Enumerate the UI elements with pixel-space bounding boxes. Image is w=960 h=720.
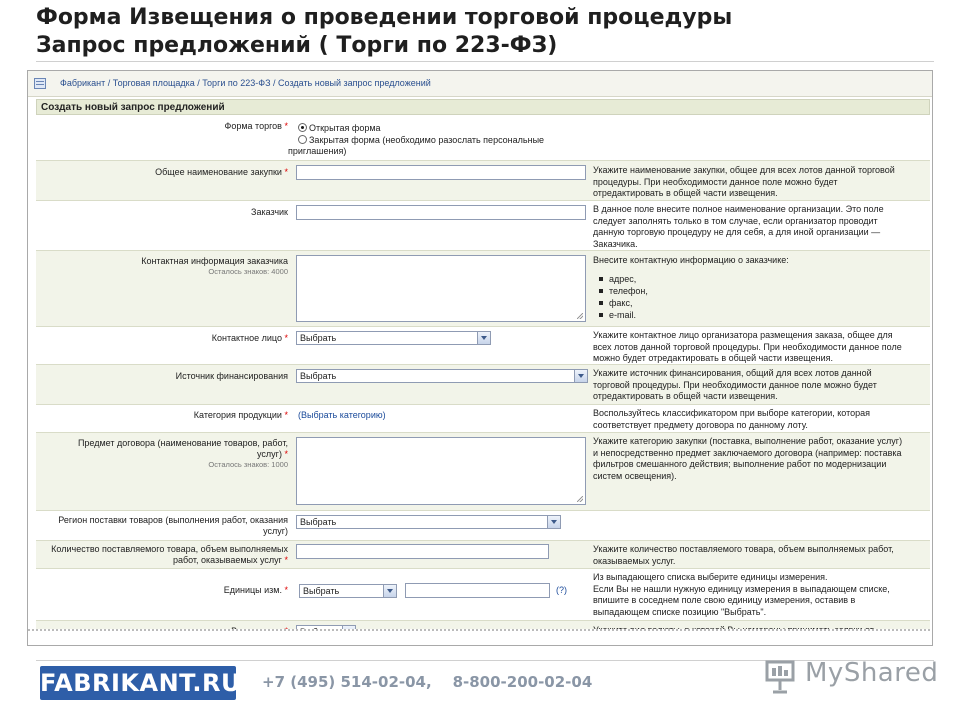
row-units	[36, 569, 930, 621]
watermark-text: MyShared	[805, 658, 939, 688]
bullet-item: e-mail.	[593, 309, 923, 321]
row-quantity	[36, 541, 930, 569]
row-trade-form	[36, 116, 930, 161]
radio-checked-icon	[298, 123, 307, 132]
select-category-link[interactable]: (Выбрать категорию)	[298, 410, 386, 420]
quantity-label: Количество поставляемого товара, объем выполняемых работ, оказываемых услуг *	[51, 544, 288, 565]
row-category	[36, 405, 930, 433]
breadcrumb-bar	[28, 71, 933, 97]
myshared-watermark	[765, 652, 939, 696]
contact-info-hint: Внесите контактную информацию о заказчике: адрес, телефон, факс, e-mail.	[593, 255, 923, 321]
units-label: Единицы изм. *	[223, 585, 288, 595]
contact-person-label: Контактное лицо *	[211, 333, 288, 343]
chevron-down-icon	[574, 370, 587, 382]
radio-open-form[interactable]: Открытая форма	[298, 123, 381, 134]
breadcrumb[interactable]: Фабрикант / Торговая площадка / Торги по 223-ФЗ / Создать новый запрос предложений	[60, 78, 431, 88]
category-hint: Воспользуйтесь классификатором при выборе категории, которая соответствует предмету договора по данному лоту.	[593, 408, 871, 430]
units-hint: Из выпадающего списка выберите единицы измерения. Если Вы не нашли нужную единицу измерения в выпадающем списке, впишите в соседнем поле свою единицу измерения, оставив в выпадающем списке позицию "Выбрать".	[593, 572, 890, 617]
bullet-item: факс,	[593, 297, 923, 309]
resize-grip-icon[interactable]	[577, 496, 583, 502]
contact-info-label: Контактная информация заказчика Осталось знаков: 4000	[141, 256, 288, 276]
slide-title-line-2: Запрос предложений ( Торги по 223-ФЗ)	[36, 33, 558, 58]
contact-person-hint: Укажите контактное лицо организатора размещения заказа, общее для всех лотов данной торговой процедуры. При необходимости данное поле можно будет отредактировать в общей части извещения.	[593, 330, 902, 363]
quantity-hint: Укажите количество поставляемого товара, объем выполняемых работ, оказываемых услуг.	[593, 544, 894, 566]
row-region	[36, 511, 930, 541]
row-purchase-name	[36, 161, 930, 201]
row-funding	[36, 365, 930, 405]
region-select[interactable]: Выбрать	[296, 515, 561, 529]
chevron-down-icon	[477, 332, 490, 344]
units-select[interactable]: Выбрать	[299, 584, 397, 598]
subject-textarea[interactable]	[296, 437, 586, 505]
slide-title	[36, 4, 936, 60]
units-help-link[interactable]: (?)	[556, 585, 567, 595]
purchase-name-label: Общее наименование закупки *	[155, 167, 288, 177]
form-title: Создать новый запрос предложений	[36, 99, 930, 115]
contact-info-textarea[interactable]	[296, 255, 586, 322]
bullet-item: телефон,	[593, 285, 923, 297]
torn-edge	[28, 629, 933, 646]
presentation-board-icon	[765, 656, 801, 696]
form-screenshot	[27, 70, 933, 646]
slide-title-line-1: Форма Извещения о проведении торговой процедуры	[36, 5, 733, 30]
row-customer	[36, 201, 930, 251]
region-label: Регион поставки товаров (выполнения работ, оказания услуг)	[58, 515, 288, 536]
radio-empty-icon	[298, 135, 307, 144]
contact-phones: +7 (495) 514-02-04, 8-800-200-02-04	[262, 673, 593, 691]
chevron-down-icon	[547, 516, 560, 528]
quantity-input[interactable]	[296, 544, 549, 559]
purchase-name-hint: Укажите наименование закупки, общее для всех лотов данной торговой процедуры. При необходимости данное поле можно будет отредактировать в общей части извещения.	[593, 165, 895, 198]
customer-input[interactable]	[296, 205, 586, 220]
radio-closed-form-continuation: приглашения)	[288, 146, 347, 156]
fabrikant-logo: FABRIKANT.RU	[40, 666, 236, 700]
funding-label: Источник финансирования	[175, 371, 288, 381]
page-list-icon	[34, 78, 46, 89]
category-label: Категория продукции *	[193, 410, 288, 420]
radio-closed-form[interactable]: Закрытая форма (необходимо разослать персональные	[298, 135, 544, 146]
trade-form-label: Форма торгов *	[224, 121, 288, 131]
resize-grip-icon[interactable]	[577, 313, 583, 319]
customer-hint: В данное поле внесите полное наименование организации. Это поле следует заполнять только в том случае, если организатор проводит данную торговую процедуру не для себя, а для иной организации — Заказчика.	[593, 204, 884, 249]
custom-unit-input[interactable]	[405, 583, 550, 598]
purchase-name-input[interactable]	[296, 165, 586, 180]
row-subject	[36, 433, 930, 511]
title-divider	[36, 61, 934, 62]
bullet-item: адрес,	[593, 273, 923, 285]
contact-person-select[interactable]: Выбрать	[296, 331, 491, 345]
chevron-down-icon	[383, 585, 396, 597]
subject-label: Предмет договора (наименование товаров, работ, услуг) * Осталось знаков: 1000	[77, 438, 288, 469]
row-contact-person	[36, 327, 930, 365]
funding-hint: Укажите источник финансирования, общий для всех лотов данной торговой процедуры. При необходимости данное поле можно будет отредактировать в общей части извещения.	[593, 368, 877, 401]
subject-hint: Укажите категорию закупки (поставка, выполнение работ, оказание услуг) и непосредственно предмет заключаемого договора (например: поставка фильтров смешанного действия; выполнение работ по модернизации систем освещения).	[593, 436, 903, 481]
row-contact-info	[36, 251, 930, 327]
funding-select[interactable]: Выбрать	[296, 369, 588, 383]
customer-label: Заказчик	[251, 207, 288, 217]
